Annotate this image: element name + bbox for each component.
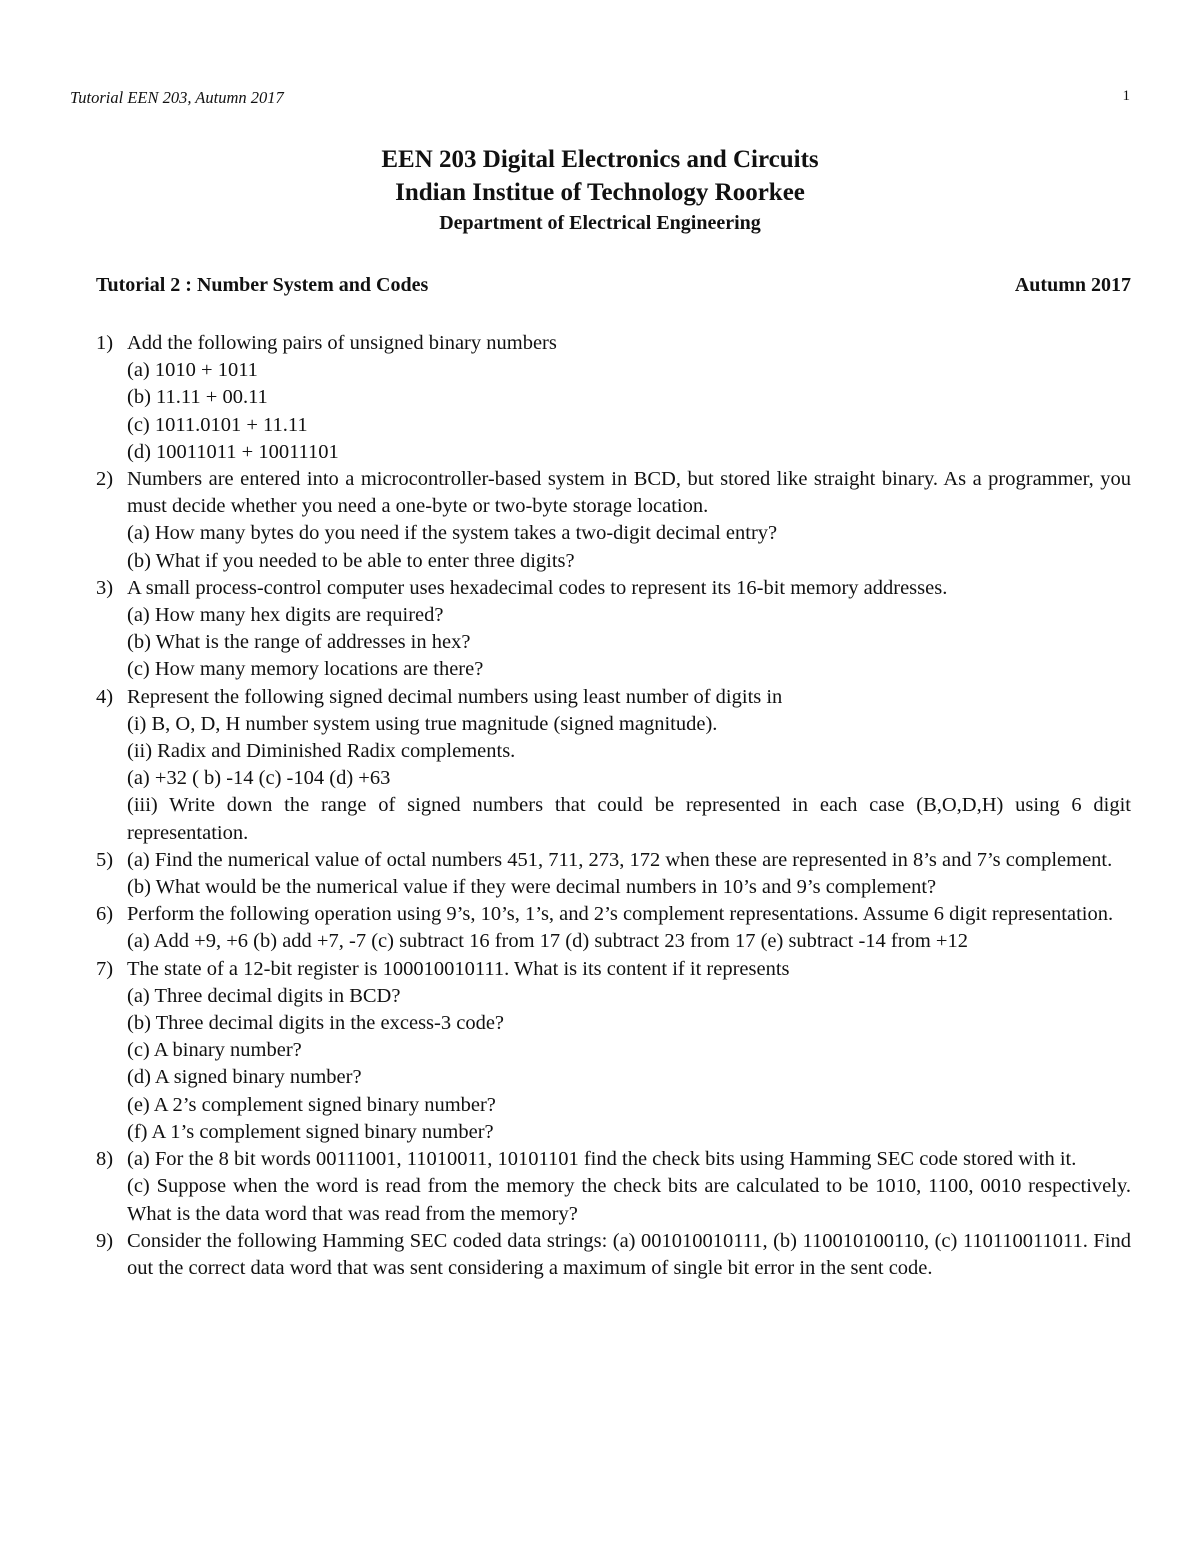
question-text: Numbers are entered into a microcontroller-based system in BCD, but stored like straight binary. As a programmer, you must decide whether you need a one-byte or two-byte storage location. bbox=[127, 468, 1131, 518]
question-number: 2) bbox=[96, 468, 114, 491]
question-part: (c) How many memory locations are there? bbox=[127, 658, 484, 681]
question-number: 7) bbox=[96, 957, 114, 980]
question-number: 3) bbox=[96, 576, 114, 599]
question-text: (a) For the 8 bit words 00111001, 11010011, 10101101 find the check bits using Hamming SEC code stored with it. bbox=[127, 1148, 1077, 1171]
title-block bbox=[0, 143, 1200, 237]
question-item bbox=[96, 847, 1131, 901]
question-item bbox=[96, 1146, 1131, 1228]
question-item bbox=[96, 466, 1131, 575]
question-part: (a) 1010 + 1011 bbox=[127, 359, 258, 382]
question-part: (e) A 2’s complement signed binary number? bbox=[127, 1093, 496, 1116]
running-header bbox=[70, 88, 1130, 108]
running-header-text: Tutorial EEN 203, Autumn 2017 bbox=[70, 88, 284, 107]
tutorial-title: Tutorial 2 : Number System and Codes bbox=[96, 274, 429, 296]
question-part: (d) 10011011 + 10011101 bbox=[127, 440, 339, 463]
question-part: (a) How many hex digits are required? bbox=[127, 604, 444, 627]
question-list bbox=[96, 330, 1131, 1282]
question-part: (b) 11.11 + 00.11 bbox=[127, 386, 268, 409]
question-text: Add the following pairs of unsigned binary numbers bbox=[127, 332, 557, 354]
question-number: 5) bbox=[96, 848, 114, 871]
question-number: 4) bbox=[96, 685, 114, 708]
question-text: Perform the following operation using 9’s, 10’s, 1’s, and 2’s complement representations. Assume 6 digit representation. bbox=[127, 903, 1114, 926]
question-item bbox=[96, 956, 1131, 1146]
institute-name: Indian Institue of Technology Roorkee bbox=[395, 179, 805, 206]
question-text: (a) Find the numerical value of octal numbers 451, 711, 273, 172 when these are represented in 8’s and 7’s complement. bbox=[127, 848, 1113, 871]
question-text: Represent the following signed decimal numbers using least number of digits in bbox=[127, 685, 783, 708]
department-name: Department of Electrical Engineering bbox=[439, 212, 761, 234]
question-item bbox=[96, 901, 1131, 955]
page-number: 1 bbox=[1122, 88, 1130, 104]
question-item bbox=[96, 575, 1131, 684]
question-part: (i) B, O, D, H number system using true magnitude (signed magnitude). bbox=[127, 712, 718, 735]
question-part: (c) Suppose when the word is read from the memory the check bits are calculated to be 1010, 1100, 0010 respectively. What is the data word that was read from the memory? bbox=[127, 1175, 1131, 1225]
question-part: (a) Three decimal digits in BCD? bbox=[127, 984, 401, 1007]
question-part: (iii) Write down the range of signed numbers that could be represented in each case (B,O,D,H) using 6 digit representation. bbox=[127, 794, 1131, 844]
question-part: (b) What is the range of addresses in hex? bbox=[127, 631, 471, 654]
question-part: (f) A 1’s complement signed binary number? bbox=[127, 1120, 494, 1143]
question-part: (d) A signed binary number? bbox=[127, 1066, 362, 1089]
question-text: Consider the following Hamming SEC coded data strings: (a) 001010010111, (b) 110010100110, (c) 110110011011. Find out the correct data word that was sent considering a maximum of single bit error in the sent code. bbox=[127, 1229, 1131, 1279]
question-part: (b) What if you needed to be able to enter three digits? bbox=[127, 549, 575, 572]
question-text: A small process-control computer uses hexadecimal codes to represent its 16-bit memory addresses. bbox=[127, 576, 948, 599]
question-text: The state of a 12-bit register is 100010010111. What is its content if it represents bbox=[127, 957, 790, 980]
question-part: (a) How many bytes do you need if the system takes a two-digit decimal entry? bbox=[127, 522, 778, 545]
tutorial-heading bbox=[96, 271, 1131, 299]
question-part: (a) +32 ( b) -14 (c) -104 (d) +63 bbox=[127, 767, 391, 790]
question-item bbox=[96, 1228, 1131, 1282]
course-title: EEN 203 Digital Electronics and Circuits bbox=[381, 146, 819, 173]
question-item bbox=[96, 330, 1131, 466]
question-part: (c) 1011.0101 + 11.11 bbox=[127, 413, 308, 436]
question-part: (c) A binary number? bbox=[127, 1039, 302, 1062]
question-part: (b) Three decimal digits in the excess-3 code? bbox=[127, 1012, 505, 1035]
question-number: 1) bbox=[96, 332, 114, 354]
question-part: (a) Add +9, +6 (b) add +7, -7 (c) subtract 16 from 17 (d) subtract 23 from 17 (e) subtract -14 from +12 bbox=[127, 930, 968, 953]
question-number: 9) bbox=[96, 1229, 114, 1252]
question-part: (ii) Radix and Diminished Radix complements. bbox=[127, 740, 516, 763]
tutorial-term: Autumn 2017 bbox=[1014, 274, 1131, 296]
question-part: (b) What would be the numerical value if they were decimal numbers in 10’s and 9’s complement? bbox=[127, 876, 937, 899]
question-item bbox=[96, 684, 1131, 847]
question-number: 8) bbox=[96, 1148, 114, 1171]
question-number: 6) bbox=[96, 903, 114, 926]
